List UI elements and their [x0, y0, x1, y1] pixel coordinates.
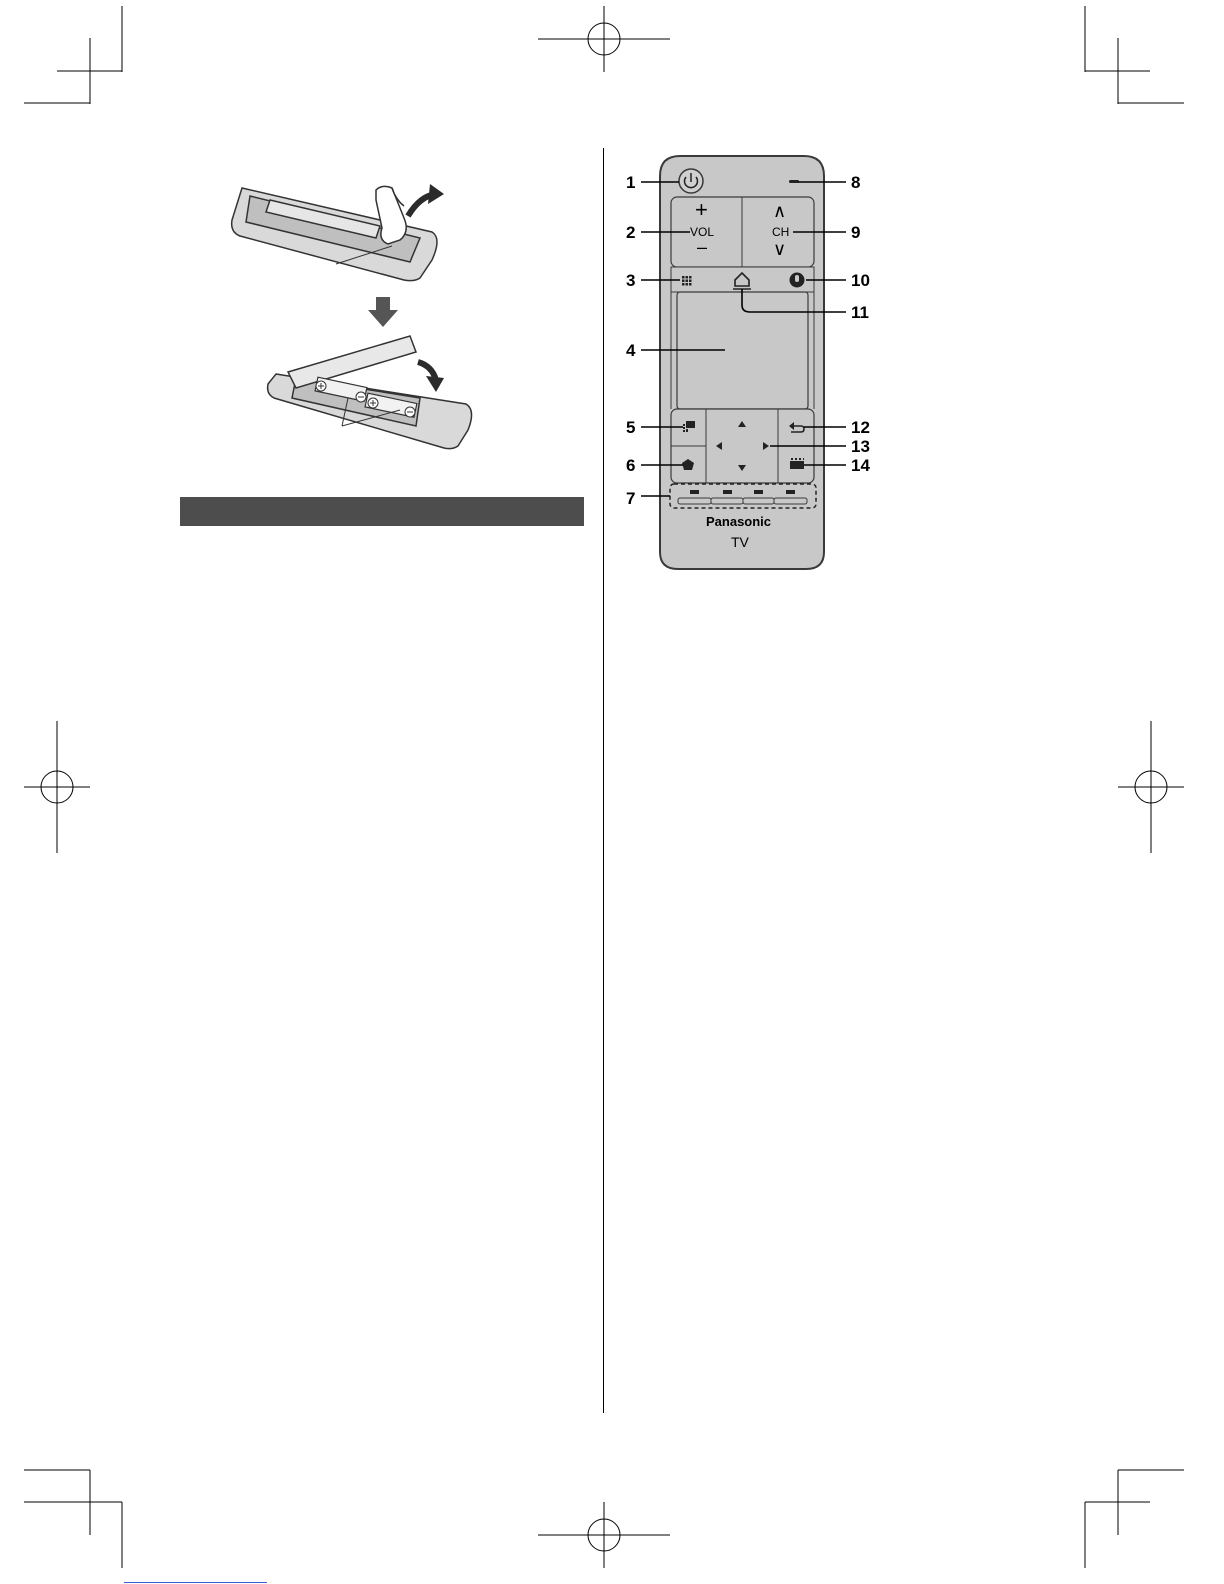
callout-10: 10 [851, 271, 870, 290]
callout-11: 11 [851, 303, 869, 322]
footer-link-underline[interactable] [124, 1582, 267, 1583]
brand-logo: Panasonic [706, 514, 772, 529]
callout-3: 3 [626, 271, 636, 290]
vol-minus-label: – [697, 237, 708, 257]
callout-13: 13 [851, 437, 870, 456]
ch-up-label: ∧ [773, 201, 787, 221]
callout-9: 9 [851, 223, 861, 242]
callout-1: 1 [626, 173, 636, 192]
vol-label: VOL [690, 225, 715, 239]
callout-4: 4 [626, 341, 636, 360]
model-label: TV [731, 534, 749, 550]
callout-14: 14 [851, 456, 870, 475]
colour-buttons [678, 498, 807, 504]
callout-2: 2 [626, 223, 636, 242]
vol-plus-label: + [695, 197, 708, 222]
callout-7: 7 [626, 489, 636, 508]
ch-down-label: ∨ [773, 239, 787, 259]
indicator-led [789, 180, 799, 183]
ch-label: CH [772, 225, 790, 239]
mic-icon [790, 273, 805, 288]
callout-8: 8 [851, 173, 861, 192]
callout-12: 12 [851, 418, 870, 437]
callout-6: 6 [626, 456, 636, 475]
callout-5: 5 [626, 418, 636, 437]
apps-grid-icon [682, 276, 692, 286]
